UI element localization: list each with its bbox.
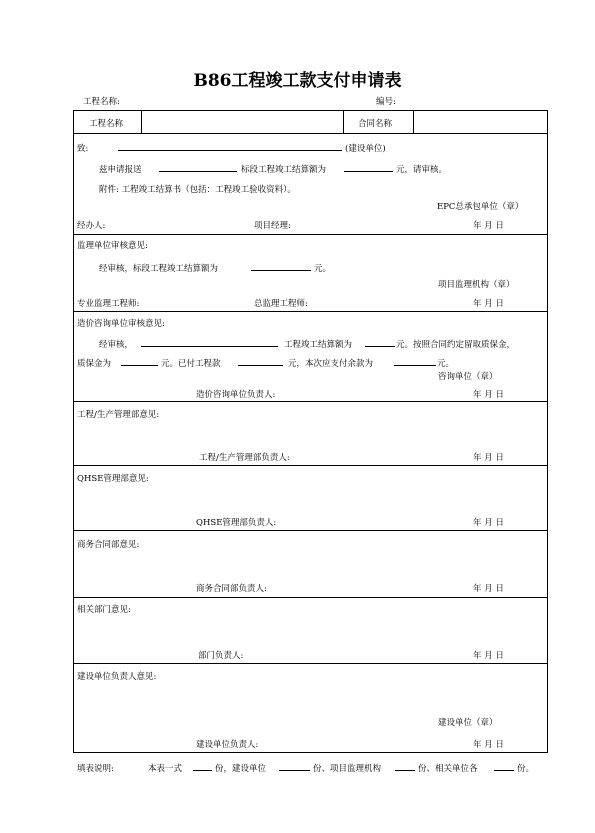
cost-review-text: 经审核，: [99, 340, 134, 350]
date-field: 年 月 日: [473, 221, 504, 231]
supervision-heading: 监理单位审核意见:: [77, 241, 148, 251]
yuan-text: 元。: [314, 264, 332, 274]
related-dept-heading: 相关部门意见:: [77, 605, 131, 615]
construction-unit-blank[interactable]: [118, 141, 342, 151]
copies-text: 本表一式: [148, 764, 183, 774]
project-name-label: 工程名称:: [83, 97, 120, 107]
paid-blank[interactable]: [238, 356, 283, 366]
paid-label: 元。已付工程款: [161, 359, 221, 369]
cost-consulting-signer-label: 造价咨询单位负责人:: [196, 390, 276, 400]
epc-stamp-label: EPC总承包单位（章）: [437, 202, 524, 212]
row-divider: [73, 234, 548, 235]
construction-unit-suffix: (建设单位): [345, 144, 386, 154]
owner-copies-blank[interactable]: [279, 761, 310, 771]
handler-label: 经办人:: [77, 221, 106, 231]
supervision-review-text: 经审核，标段工程竣工结算额为: [99, 264, 219, 274]
owner-stamp-label: 建设单位（章）: [438, 718, 498, 728]
row-divider: [73, 465, 548, 466]
project-manager-label: 项目经理:: [254, 221, 291, 231]
contract-dept-heading: 商务合同部意见:: [77, 540, 140, 550]
balance-label: 元，本次应支付余款为: [288, 359, 374, 369]
retention-blank[interactable]: [121, 356, 158, 366]
balance-blank[interactable]: [394, 356, 436, 366]
engineering-dept-heading: 工程/生产管理部意见:: [77, 410, 160, 420]
project-blank[interactable]: [141, 337, 278, 347]
date-field: 年 月 日: [473, 518, 504, 528]
qhse-dept-signer-label: QHSE管理部负责人:: [196, 518, 277, 528]
retention-label: 质保金为: [77, 359, 112, 369]
number-label: 编号:: [376, 97, 396, 107]
related-copies-text: 份、相关单位各: [418, 764, 478, 774]
cost-settlement-text: 工程竣工结算额为: [284, 340, 353, 350]
date-field: 年 月 日: [473, 584, 504, 594]
col-divider: [141, 110, 142, 133]
row-divider: [73, 530, 548, 531]
contract-dept-signer-label: 商务合同部负责人:: [196, 584, 267, 594]
settlement-text: 标段工程竣工结算额为: [241, 165, 327, 175]
owner-heading: 建设单位负责人意见:: [77, 672, 157, 682]
contract-name-cell-label: 合同名称: [358, 119, 393, 129]
instructions-label: 填表说明:: [77, 764, 114, 774]
row-divider: [73, 597, 548, 598]
copies-total-blank[interactable]: [193, 761, 212, 771]
row-divider: [73, 401, 548, 402]
date-field: 年 月 日: [473, 651, 504, 661]
supervision-copies-blank[interactable]: [395, 761, 415, 771]
related-dept-signer-label: 部门负责人:: [198, 651, 244, 661]
review-request-text: 元，请审核。: [396, 165, 448, 175]
retention-text: 元。按照合同约定留取质保金，: [396, 340, 516, 350]
date-field: 年 月 日: [473, 453, 504, 463]
date-field: 年 月 日: [473, 299, 504, 309]
chief-engineer-label: 总监理工程师:: [254, 299, 308, 309]
contract-name-input[interactable]: [415, 112, 546, 131]
supervision-stamp-label: 项目监理机构（章）: [438, 280, 515, 290]
submit-text: 兹申请报送: [99, 165, 142, 175]
owner-signer-label: 建设单位负责人:: [196, 740, 259, 750]
amount-blank[interactable]: [344, 162, 393, 172]
consulting-stamp-label: 咨询单位（章）: [438, 372, 498, 382]
owner-copies-text: 份，建设单位: [215, 764, 267, 774]
supervision-amount-blank[interactable]: [251, 261, 311, 271]
cost-amount-blank[interactable]: [365, 337, 395, 347]
supervision-copies-text: 份、项目监理机构: [313, 764, 382, 774]
row-divider: [73, 663, 548, 664]
copies-end-text: 份。: [517, 764, 535, 774]
row-divider: [73, 133, 548, 134]
related-copies-blank[interactable]: [494, 761, 514, 771]
yuan-text: 元。: [437, 359, 455, 369]
page-title: B86工程竣工款支付申请表: [193, 71, 402, 91]
qhse-dept-heading: QHSE管理部意见:: [77, 474, 149, 484]
section-blank[interactable]: [159, 162, 237, 172]
specialist-engineer-label: 专业监理工程师:: [77, 299, 140, 309]
date-field: 年 月 日: [473, 390, 504, 400]
col-divider: [413, 110, 414, 133]
col-divider: [343, 110, 344, 133]
attachment-text: 附件: 工程竣工结算书（包括：工程竣工验收资料）。: [99, 185, 296, 195]
date-field: 年 月 日: [473, 740, 504, 750]
engineering-dept-signer-label: 工程/生产管理部负责人:: [199, 453, 290, 463]
project-name-input[interactable]: [143, 112, 341, 131]
project-name-cell-label: 工程名称: [89, 119, 124, 129]
to-label: 致:: [77, 144, 89, 154]
cost-consulting-heading: 造价咨询单位审核意见:: [77, 319, 165, 329]
row-divider: [73, 311, 548, 312]
